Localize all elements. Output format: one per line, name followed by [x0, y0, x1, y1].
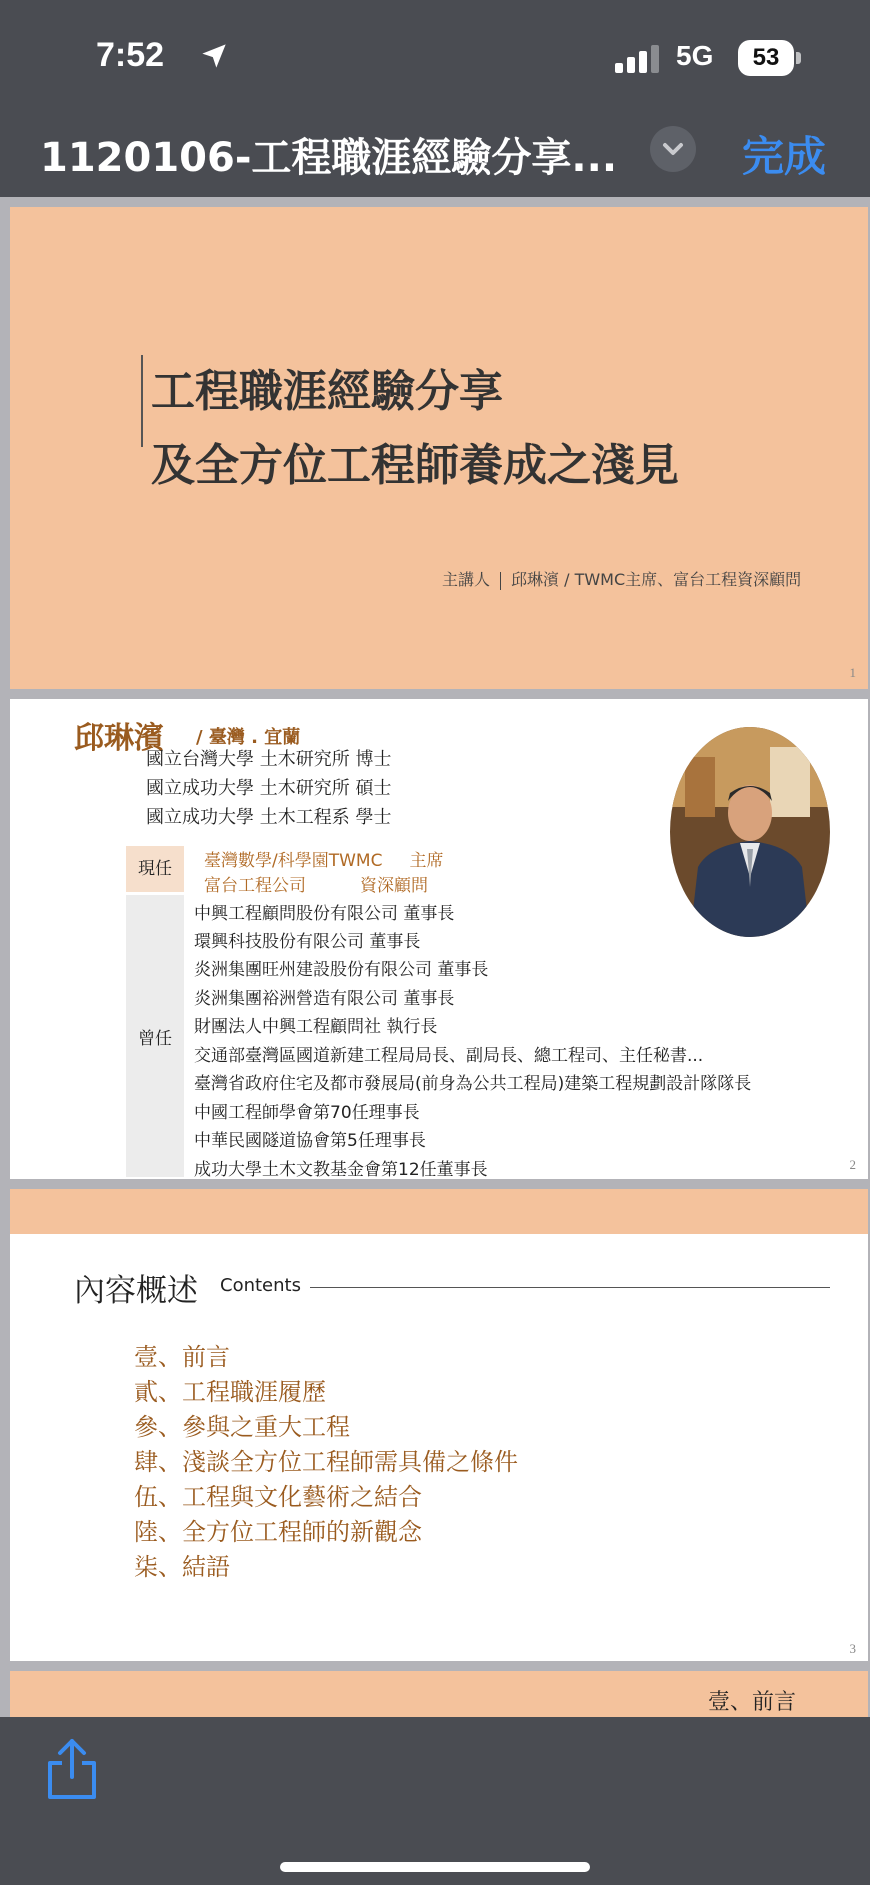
contents-heading-en: Contents: [220, 1275, 301, 1296]
cellular-signal-icon: [615, 45, 661, 73]
slide-1: [10, 207, 868, 689]
speaker-divider: [500, 572, 501, 590]
slide-2: [10, 699, 868, 1179]
status-bar: [0, 0, 870, 100]
education-item: 國立成功大學 土木研究所 碩士: [146, 778, 392, 799]
toc-item: 伍、工程與文化藝術之結合: [134, 1483, 422, 1511]
toc-item: 參、參與之重大工程: [134, 1413, 350, 1441]
document-title[interactable]: 1120106-工程職涯經驗分享...: [40, 135, 618, 181]
document-viewer[interactable]: [0, 197, 870, 1717]
speaker-label: 主講人: [442, 570, 491, 589]
toc-item: 陸、全方位工程師的新觀念: [134, 1518, 422, 1546]
share-icon[interactable]: [44, 1737, 100, 1801]
contents-heading: 內容概述: [74, 1273, 198, 1309]
slide-4: [10, 1671, 868, 1717]
battery-tip: [796, 52, 801, 64]
page-number: 3: [849, 1641, 856, 1656]
past-label-text: 曾任: [138, 1028, 172, 1049]
person-origin: / 臺灣 . 宜蘭: [196, 727, 301, 748]
speaker-portrait: [670, 727, 830, 937]
page-number: 2: [849, 1157, 856, 1172]
past-position: 中國工程師學會第70任理事長: [194, 1103, 420, 1123]
past-position: 炎洲集團旺州建設股份有限公司 董事長: [194, 960, 489, 980]
navigation-bar: [0, 100, 870, 197]
home-indicator[interactable]: [280, 1862, 590, 1872]
past-position: 中華民國隧道協會第5任理事長: [194, 1131, 426, 1151]
toc-item: 貳、工程職涯履歷: [134, 1378, 326, 1406]
past-position: 成功大學土木文教基金會第12任董事長: [194, 1160, 488, 1180]
past-position: 財團法人中興工程顧問社 執行長: [194, 1017, 438, 1037]
clock: 7:52: [96, 36, 165, 74]
page-number: 1: [849, 665, 856, 680]
current-positions-label: 現任: [126, 846, 184, 892]
current-position: 富台工程公司 資深顧問: [204, 876, 429, 896]
past-position: 環興科技股份有限公司 董事長: [194, 932, 421, 952]
portrait-image: [670, 727, 830, 937]
person-name: 邱琳濱: [74, 721, 164, 756]
education-item: 國立成功大學 土木工程系 學士: [146, 807, 392, 828]
title-accent-bar: [141, 355, 143, 447]
network-type: 5G: [676, 40, 714, 71]
past-positions-label: [126, 895, 184, 1177]
toc-item: 柒、結語: [134, 1553, 230, 1581]
slide-3: [10, 1189, 868, 1661]
slide-title-line2: 及全方位工程師養成之淺見: [151, 440, 679, 491]
heading-rule: [310, 1287, 830, 1288]
header-band: [10, 1189, 868, 1234]
toc-item: 壹、前言: [134, 1343, 230, 1371]
slide-title-line1: 工程職涯經驗分享: [151, 366, 503, 417]
past-position: 臺灣省政府住宅及都市發展局(前身為公共工程局)建築工程規劃設計隊隊長: [194, 1074, 752, 1094]
toc-item: 肆、淺談全方位工程師需具備之條件: [134, 1448, 518, 1476]
done-button[interactable]: 完成: [742, 132, 827, 181]
chevron-down-icon: [650, 126, 696, 172]
slide-title: 壹、前言: [708, 1690, 797, 1715]
speaker-line: [442, 567, 801, 590]
battery-icon: 53: [738, 40, 794, 76]
past-position: 炎洲集團裕洲營造有限公司 董事長: [194, 989, 455, 1009]
title-menu-button[interactable]: [650, 126, 696, 172]
past-position: 交通部臺灣區國道新建工程局局長、副局長、總工程司、主任秘書...: [194, 1046, 704, 1066]
location-arrow-icon: [200, 42, 228, 70]
bottom-toolbar: [0, 1717, 870, 1885]
education-item: 國立台灣大學 土木研究所 博士: [146, 749, 392, 770]
past-position: 中興工程顧問股份有限公司 董事長: [194, 904, 455, 924]
current-position: 臺灣數學/科學園TWMC 主席: [204, 851, 444, 871]
speaker-name: 邱琳濱 / TWMC主席、富台工程資深顧問: [511, 570, 802, 589]
